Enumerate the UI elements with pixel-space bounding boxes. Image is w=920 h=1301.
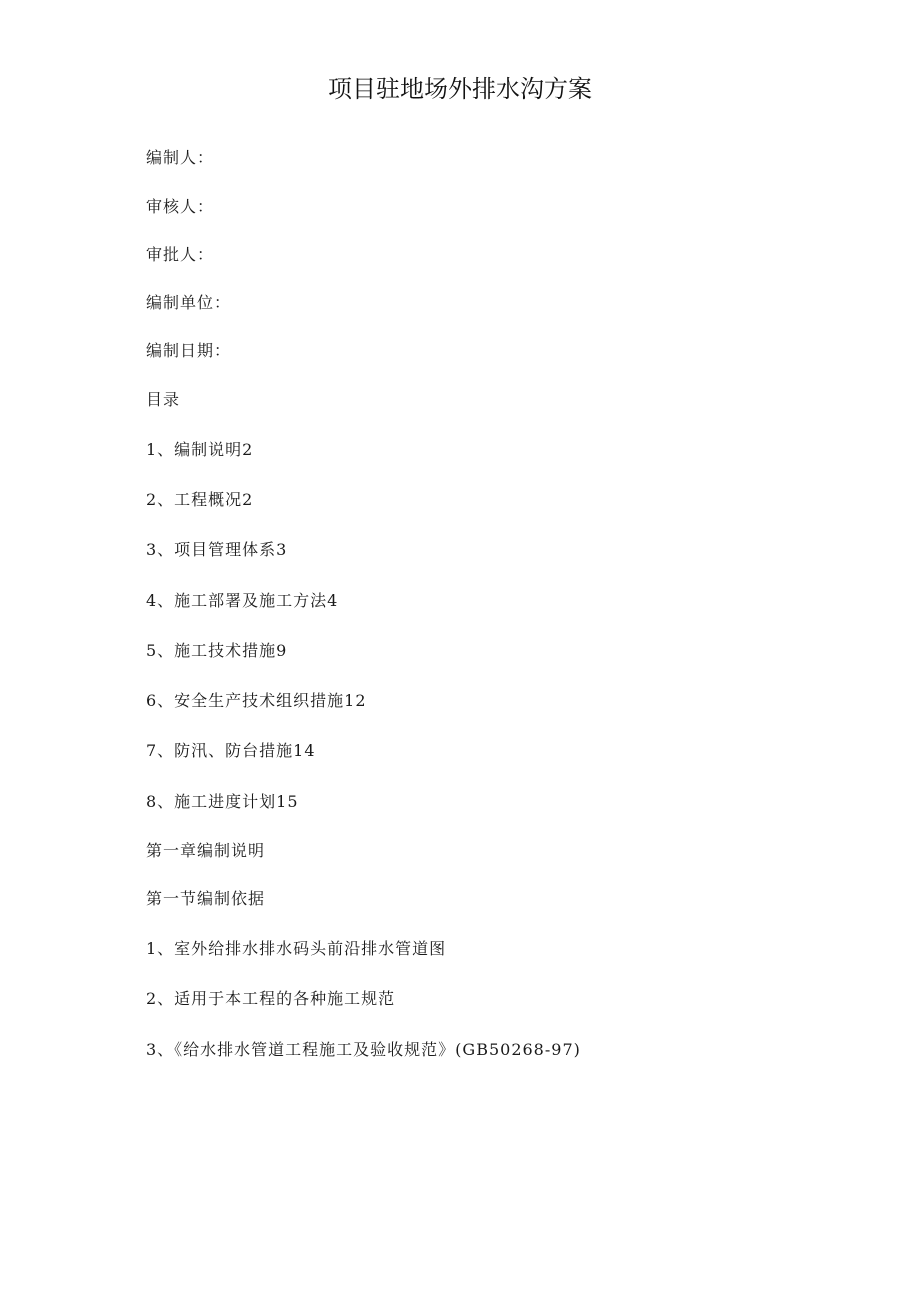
toc-item: 1、编制说明2 [146, 440, 254, 459]
basis-item: 1、室外给排水排水码头前沿排水管道图 [146, 939, 447, 958]
approver-field: 审批人： [146, 245, 215, 264]
date-field: 编制日期： [146, 341, 232, 360]
basis-item: 2、适用于本工程的各种施工规范 [146, 989, 396, 1008]
toc-item: 2、工程概况2 [146, 490, 254, 509]
document-title: 项目驻地场外排水沟方案 [328, 75, 592, 103]
toc-item: 7、防汛、防台措施14 [146, 741, 316, 760]
organization-field: 编制单位： [146, 293, 232, 312]
toc-heading: 目录 [146, 390, 181, 409]
basis-item: 3、《给水排水管道工程施工及验收规范》(GB50268-97) [146, 1040, 581, 1059]
toc-item: 4、施工部署及施工方法4 [146, 591, 339, 610]
author-field: 编制人： [146, 148, 215, 167]
toc-item: 8、施工进度计划15 [146, 792, 299, 811]
toc-item: 6、安全生产技术组织措施12 [146, 691, 367, 710]
toc-item: 5、施工技术措施9 [146, 641, 288, 660]
section-heading: 第一节编制依据 [146, 889, 266, 908]
reviewer-field: 审核人： [146, 197, 215, 216]
toc-item: 3、项目管理体系3 [146, 540, 288, 559]
chapter-heading: 第一章编制说明 [146, 841, 266, 860]
